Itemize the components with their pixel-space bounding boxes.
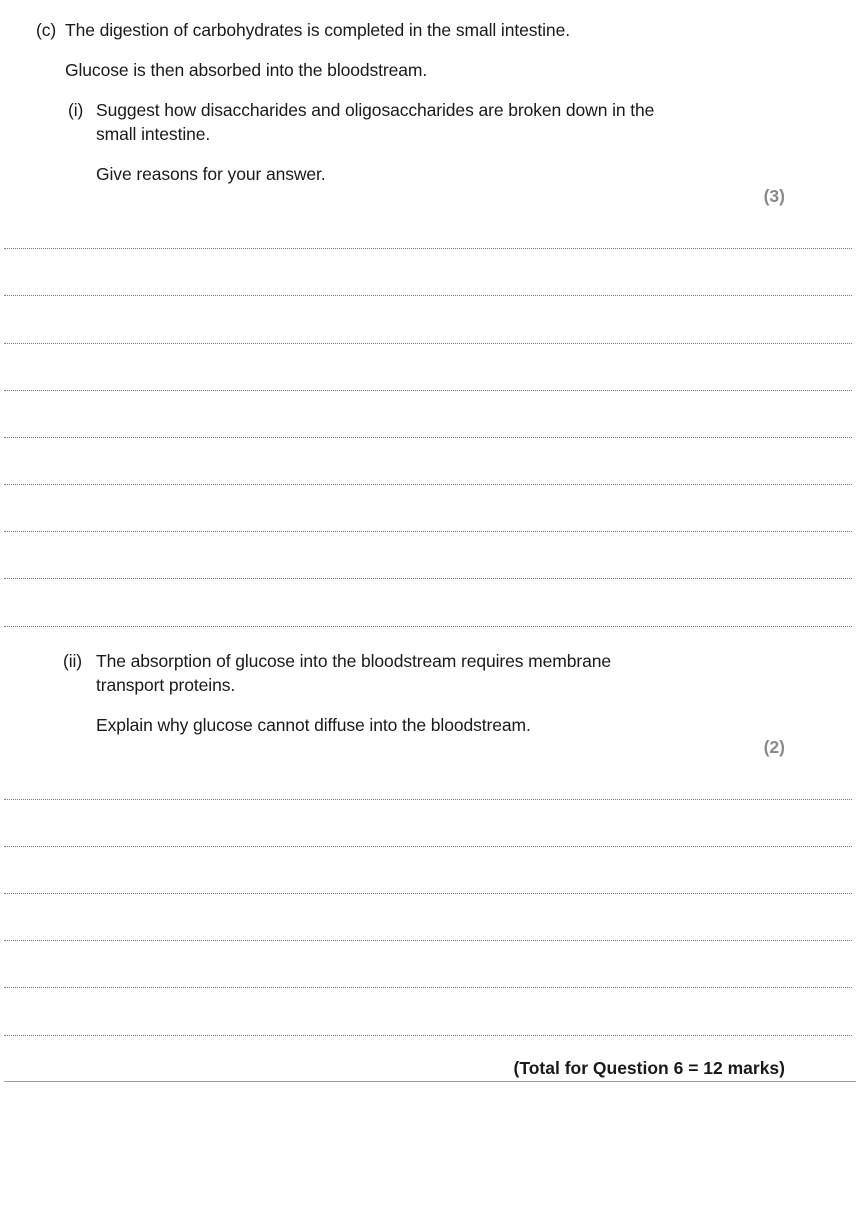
part-i-text-line1: Suggest how disaccharides and oligosaccharides are broken down in the — [96, 100, 655, 120]
part-i-marks: (3) — [763, 186, 785, 206]
part-ii-label: (ii) — [63, 651, 83, 671]
divider — [4, 1081, 856, 1082]
part-i-label: (i) — [68, 100, 84, 120]
answer-line[interactable] — [4, 799, 852, 800]
answer-line[interactable] — [4, 484, 852, 485]
answer-line[interactable] — [4, 531, 852, 532]
question-total-marks: (Total for Question 6 = 12 marks) — [513, 1058, 785, 1078]
answer-line[interactable] — [4, 893, 852, 894]
answer-line[interactable] — [4, 437, 852, 438]
question-label-c: (c) — [36, 20, 57, 40]
answer-line[interactable] — [4, 1035, 852, 1036]
answer-line[interactable] — [4, 940, 852, 941]
part-i-text-line2: small intestine. — [96, 124, 211, 144]
answer-line[interactable] — [4, 987, 852, 988]
answer-line[interactable] — [4, 578, 852, 579]
answer-line[interactable] — [4, 390, 852, 391]
part-ii-text-line2: transport proteins. — [96, 675, 236, 695]
part-ii-instruction: Explain why glucose cannot diffuse into the bloodstream. — [96, 715, 531, 735]
answer-line[interactable] — [4, 626, 852, 627]
answer-line[interactable] — [4, 846, 852, 847]
part-i-instruction: Give reasons for your answer. — [96, 164, 326, 184]
answer-line[interactable] — [4, 343, 852, 344]
answer-line[interactable] — [4, 295, 852, 296]
question-c-text-line1: The digestion of carbohydrates is completed in the small intestine. — [65, 20, 570, 40]
part-ii-marks: (2) — [763, 737, 785, 757]
part-ii-text-line1: The absorption of glucose into the bloodstream requires membrane — [96, 651, 612, 671]
answer-line[interactable] — [4, 248, 852, 249]
question-c-text-line2: Glucose is then absorbed into the bloodstream. — [65, 60, 428, 80]
